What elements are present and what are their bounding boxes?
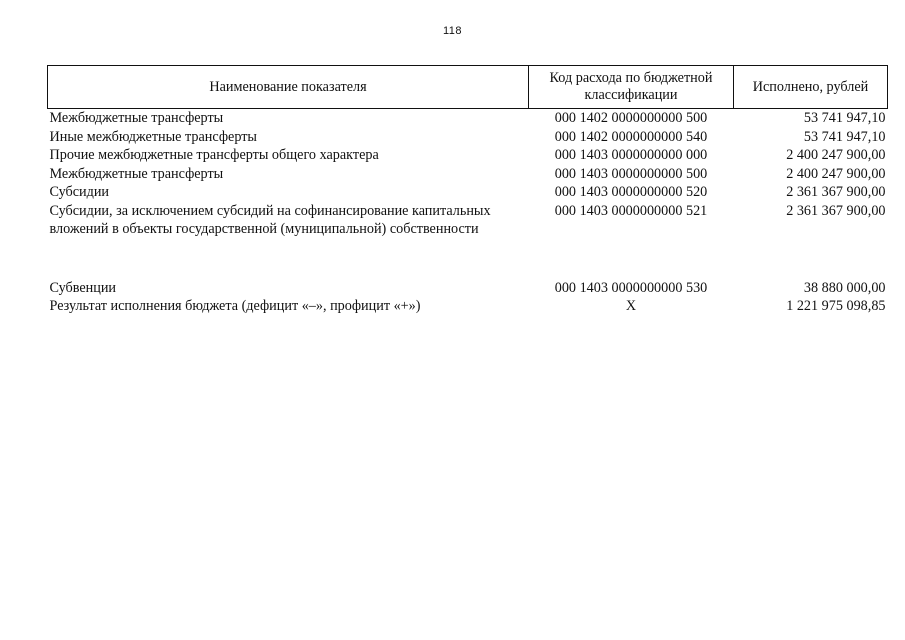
row-name: Субвенции — [49, 279, 117, 296]
table-row — [48, 165, 888, 184]
row-name: Межбюджетные трансферты — [49, 165, 224, 182]
table-row — [48, 279, 888, 298]
row-code: 000 1402 0000000000 540 — [554, 128, 708, 145]
spacer-cell — [48, 239, 529, 279]
spacer-cell — [734, 239, 888, 279]
table-row — [48, 183, 888, 202]
row-name: Субсидии, за исключением субсидий на софинансирование капитальных вложений в объекты государственной (муниципальной) собственности — [49, 202, 491, 237]
budget-execution-table — [47, 65, 888, 316]
row-code: 000 1402 0000000000 500 — [554, 110, 708, 126]
row-amount: 2 400 247 900,00 — [786, 147, 886, 163]
row-code: X — [625, 298, 637, 314]
row-code: 000 1403 0000000000 520 — [554, 184, 708, 200]
page-number: 118 — [442, 25, 463, 37]
table-row-result — [48, 297, 888, 316]
row-code: 000 1403 0000000000 000 — [554, 147, 708, 163]
spacer-cell — [529, 239, 734, 279]
row-amount: 2 361 367 900,00 — [786, 202, 886, 219]
row-amount: 1 221 975 098,85 — [786, 298, 886, 314]
table-row — [48, 128, 888, 147]
row-name: Иные межбюджетные трансферты — [49, 128, 257, 145]
row-name: Результат исполнения бюджета (дефицит «–», профицит «+») — [49, 298, 421, 314]
row-amount: 2 361 367 900,00 — [786, 184, 886, 200]
row-amount: 53 741 947,10 — [803, 110, 886, 126]
row-name: Прочие межбюджетные трансферты общего характера — [49, 147, 379, 163]
row-name: Субсидии — [49, 184, 110, 200]
column-header-name: Наименование показателя — [48, 66, 529, 109]
column-header-amount: Исполнено, рублей — [734, 66, 888, 109]
table-row — [48, 202, 888, 239]
row-code: 000 1403 0000000000 521 — [554, 202, 708, 219]
table-spacer-row — [48, 239, 888, 279]
column-header-code: Код расхода по бюджетной классификации — [529, 66, 734, 109]
row-name: Межбюджетные трансферты — [49, 110, 224, 126]
row-code: 000 1403 0000000000 530 — [554, 279, 708, 296]
row-code: 000 1403 0000000000 500 — [554, 165, 708, 182]
table-row — [48, 109, 888, 128]
row-amount: 38 880 000,00 — [803, 279, 886, 296]
table-row — [48, 146, 888, 165]
row-amount: 2 400 247 900,00 — [786, 165, 886, 182]
row-amount: 53 741 947,10 — [803, 128, 886, 145]
table-header-row — [48, 66, 888, 109]
